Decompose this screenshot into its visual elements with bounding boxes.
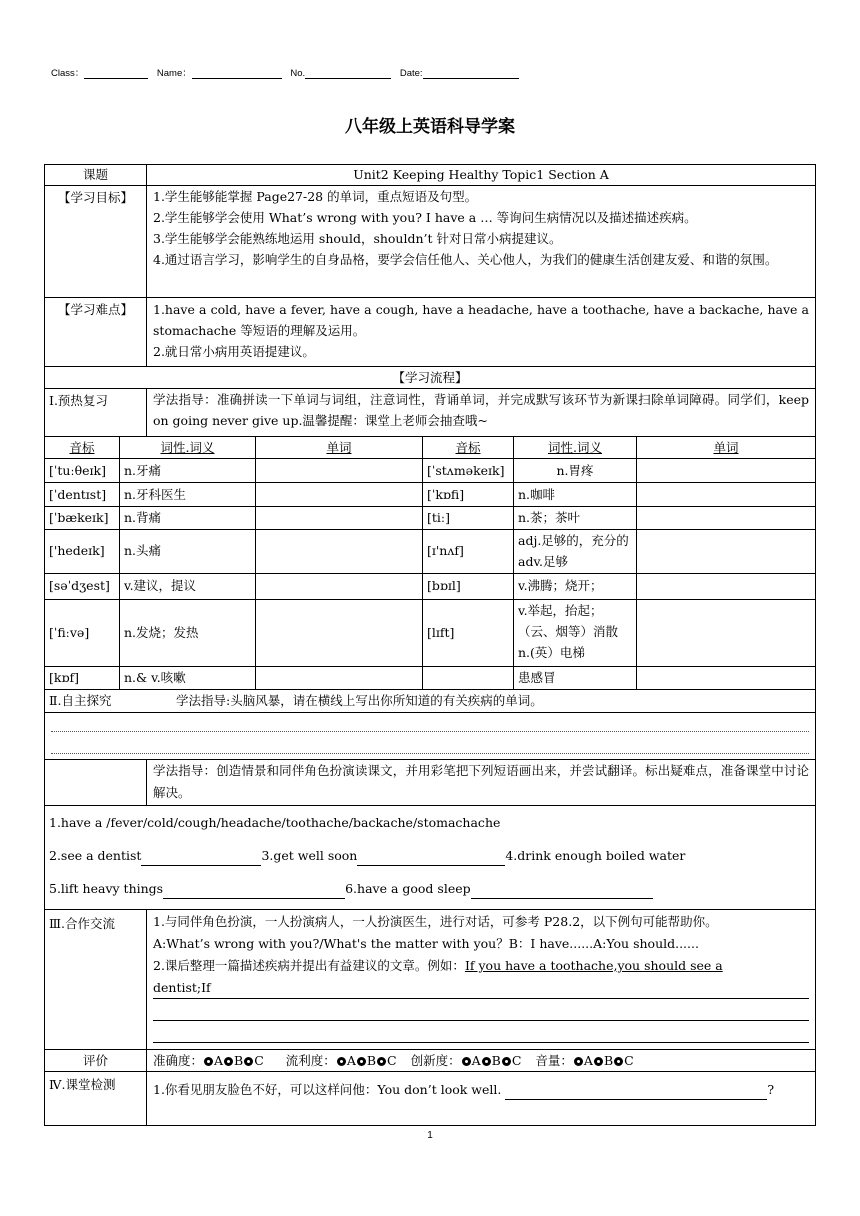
radio-bullet-icon[interactable] [462,1057,471,1066]
essay-line[interactable] [153,1021,809,1043]
answer-blank[interactable] [505,1085,767,1100]
vocab-phonetic: [səˈdʒest] [49,578,110,593]
vocab-word-input[interactable] [256,575,422,599]
vocab-header: 音标 [455,440,481,455]
goals-label: 【学习目标】 [57,190,133,205]
vocab-meaning: n.牙科医生 [124,487,187,502]
vocab-word-input[interactable] [256,600,422,666]
vocab-meaning: n.牙痛 [124,463,162,478]
explore-guide-1: 学法指导:头脑风暴，请在横线上写出你所知道的有关疾病的单词。 [176,693,543,708]
option-label: A [346,1053,356,1068]
difficulty-item: 1.have a cold, have a fever, have a cough, have a headache, have a toothache, have a backache, have a stomachache 等短语的理解及运用。 [153,302,809,338]
vocab-word-input[interactable] [637,575,815,599]
option-label: B [603,1053,614,1068]
evaluation-item [411,1053,522,1068]
page-title: 八年级上英语科导学案 [345,117,515,137]
preview-label: Ⅰ.预热复习 [49,393,108,408]
cooperate-example: If you have a toothache,you should see a [464,958,723,973]
vocab-header: 单词 [713,440,739,455]
difficulties-label: 【学习难点】 [57,302,133,317]
option-label: A [471,1053,481,1068]
phrase-item: 6.have a good sleep [345,881,471,896]
vocab-word-input[interactable] [256,530,422,573]
topic-value: Unit2 Keeping Healthy Topic1 Section A [353,167,609,182]
vocab-phonetic: [ˈkɒfi] [427,487,465,502]
cooperate-line: dentist;If [153,980,211,995]
vocab-meaning: v.建议，提议 [124,578,197,593]
option-label: B [366,1053,377,1068]
cooperate-line: 1.与同伴角色扮演，一人扮演病人，一人扮演医生，进行对话，可参考 P28.2，以下例句可能帮助你。 [153,914,718,929]
vocab-word-input[interactable] [637,460,815,482]
vocab-meaning: v.沸腾；烧开； [518,578,603,593]
vocab-word-input[interactable] [256,460,422,482]
vocab-word-input[interactable] [256,507,422,529]
vocab-phonetic: [ˈbækeɪk] [49,510,109,525]
phrase-item: 2.see a dentist [49,848,142,863]
goals-list [147,186,815,297]
essay-line[interactable] [153,977,809,999]
phrase-item: 1.have a /fever/cold/cough/headache/toothache/backache/stomachache [49,815,501,830]
vocab-phonetic: [ˈfiːvə] [49,625,90,640]
topic-label: 课题 [82,167,108,182]
no-label: No. [290,68,306,79]
option-label: A [583,1053,593,1068]
class-label: Class： [51,68,85,79]
vocab-word-input[interactable] [637,600,815,666]
date-label: Date: [399,68,423,79]
process-header: 【学习流程】 [392,370,468,385]
radio-bullet-icon[interactable] [594,1057,603,1066]
difficulty-item: 2.就日常小病用英语提建议。 [153,344,315,359]
check-label: Ⅳ.课堂检测 [49,1077,116,1092]
vocab-header: 单词 [326,440,352,455]
option-label: B [234,1053,244,1068]
radio-bullet-icon[interactable] [377,1057,386,1066]
option-label: B [491,1053,501,1068]
radio-bullet-icon[interactable] [357,1057,366,1066]
phrase-answer-blank[interactable] [471,884,653,899]
option-label: C [387,1053,397,1068]
goal-item: 3.学生能够学会能熟练地运用 should，shouldn’t 针对日常小病提建议。 [153,231,562,246]
radio-bullet-icon[interactable] [614,1057,623,1066]
explore-guide-2: 学法指导：创造情景和同伴角色扮演读课文，并用彩笔把下列短语画出来，并尝试翻译。标出疑难点，准备课堂中讨论解决。 [153,763,809,800]
phrase-item: 4.drink enough boiled water [505,848,686,863]
criterion-label: 准确度： [153,1053,204,1068]
vocab-word-input[interactable] [637,484,815,506]
question-end: ? [767,1082,775,1097]
vocab-header: 音标 [69,440,95,455]
phrase-item: 3.get well soon [261,848,358,863]
vocab-word-input[interactable] [637,667,815,689]
vocab-word-input[interactable] [256,484,422,506]
vocab-header: 词性.词义 [548,440,602,455]
radio-bullet-icon[interactable] [482,1057,491,1066]
phrase-line-1 [45,812,815,833]
phrase-answer-blank[interactable] [163,884,345,899]
vocab-phonetic: [lɪft] [427,625,455,640]
vocab-meaning: 患感冒 [518,670,556,685]
no-field[interactable] [305,68,391,79]
phrase-line-3 [45,878,815,899]
name-field[interactable] [192,68,282,79]
option-label: C [511,1053,522,1068]
vocab-phonetic: [tiː] [427,510,450,525]
radio-bullet-icon[interactable] [337,1057,346,1066]
phrase-answer-blank[interactable] [357,851,505,866]
check-question [147,1079,815,1100]
vocab-meaning: n.茶；茶叶 [518,510,581,525]
option-label: A [214,1053,224,1068]
essay-line[interactable] [153,999,809,1021]
phrase-line-2 [45,845,815,866]
explore-label: Ⅱ.自主探究 [49,693,112,708]
student-info-header [51,65,525,79]
vocab-meaning: n.咖啡 [518,487,556,502]
page-number: 1 [427,1130,433,1141]
vocab-header: 词性.词义 [160,440,215,455]
goal-item: 1.学生能够能掌握 Page27-28 的单词，重点短语及句型。 [153,189,478,204]
option-label: C [624,1053,634,1068]
question-text: 1.你看见朋友脸色不好，可以这样问他：You don’t look well. [153,1082,502,1097]
vocab-word-input[interactable] [637,507,815,529]
vocab-meaning: n.& v.咳嗽 [124,670,186,685]
vocab-phonetic: [ɪ'nʌf] [427,543,464,558]
evaluation-item [286,1053,397,1068]
date-field[interactable] [423,68,519,79]
cooperate-line: A:What’s wrong with you?/What's the matter with you？B：I have......A:You should...... [153,936,699,951]
vocab-phonetic: [ˈdentɪst] [49,487,107,502]
phrase-answer-blank[interactable] [141,851,261,866]
vocab-phonetic: [kɒf] [49,670,79,685]
name-label: Name： [156,68,192,79]
evaluation-item [535,1053,633,1068]
vocab-word-input[interactable] [637,530,815,573]
preview-guide: 学法指导：准确拼读一下单词与词组，注意词性，背诵单词，并完成默写该环节为新课扫除单词障碍。同学们，keep on going never give up.温馨提醒：课堂上老师会抽查哦~ [153,392,809,428]
cooperate-line: 2.课后整理一篇描述疾病并提出有益建议的文章。例如： [153,958,465,973]
vocab-meaning: v.举起，抬起；（云、烟等）消散 n.(英）电梯 [518,603,619,660]
brainstorm-line[interactable] [51,753,809,754]
goal-item: 4.通过语言学习，影响学生的自身品格，要学会信任他人、关心他人，为我们的健康生活创建友爱、和谐的氛围。 [153,252,778,267]
difficulties-list [147,299,815,366]
vocab-phonetic: [ˈtuːθeɪk] [49,463,106,478]
radio-bullet-icon[interactable] [502,1057,511,1066]
evaluation-label: 评价 [82,1053,108,1068]
evaluation-row [147,1050,815,1071]
vocab-phonetic: [bɒɪl] [427,578,461,593]
vocab-meaning: adj.足够的，充分的 adv.足够 [518,533,629,569]
phrase-item: 5.lift heavy things [49,881,164,896]
radio-bullet-icon[interactable] [204,1057,213,1066]
vocab-phonetic-input[interactable] [423,667,513,689]
goal-item: 2.学生能够学会使用 What’s wrong with you? I have a … 等询问生病情况以及描述描述疾病。 [153,210,697,225]
cooperate-content [147,911,815,1049]
radio-bullet-icon[interactable] [574,1057,583,1066]
vocab-phonetic: [ˈstʌməkeɪk] [427,463,505,478]
evaluation-item [153,1053,264,1068]
class-field[interactable] [84,68,148,79]
criterion-label: 流利度： [285,1053,336,1068]
vocab-meaning: n.发烧；发热 [124,625,199,640]
vocab-phonetic: ['hedeɪk] [49,543,105,558]
option-label: C [254,1053,264,1068]
criterion-label: 音量： [535,1053,573,1068]
vocab-meaning: n.胃疼 [556,463,594,478]
cooperate-label: Ⅲ.合作交流 [49,916,116,931]
radio-bullet-icon[interactable] [244,1057,253,1066]
criterion-label: 创新度： [410,1053,461,1068]
radio-bullet-icon[interactable] [224,1057,233,1066]
vocab-meaning: n.头痛 [124,543,162,558]
brainstorm-line[interactable] [51,731,809,732]
vocab-word-input[interactable] [256,667,422,689]
vocab-meaning: n.背痛 [124,510,162,525]
